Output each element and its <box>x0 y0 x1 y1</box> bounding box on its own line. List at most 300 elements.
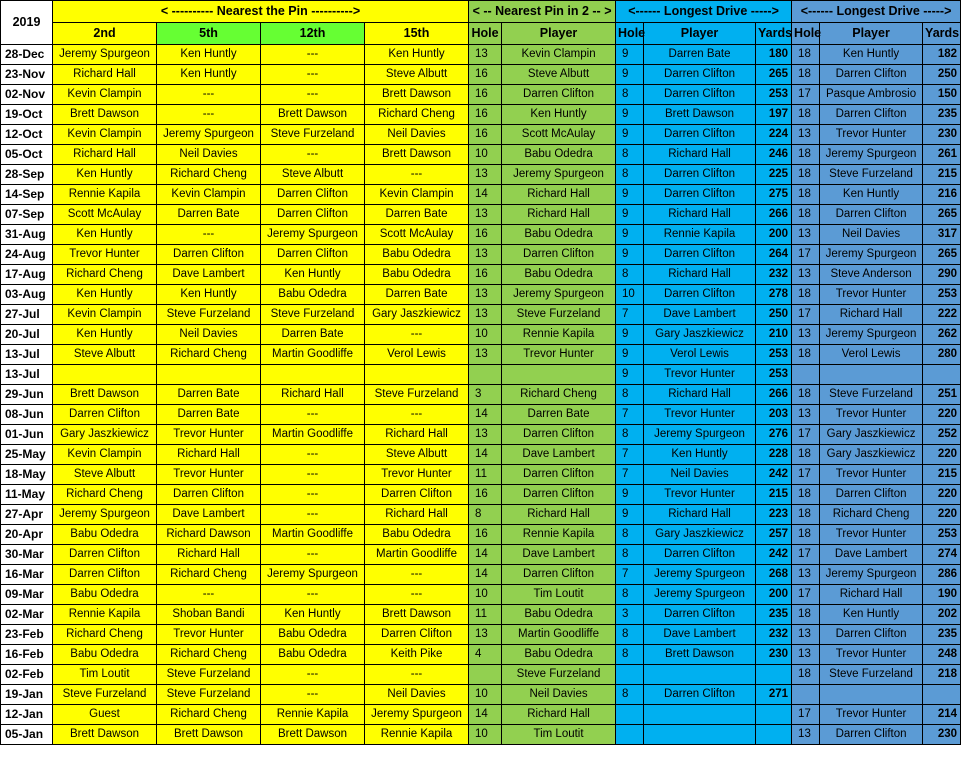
ld2-player-cell: Jeremy Spurgeon <box>820 245 923 265</box>
ld2-yards-cell: 214 <box>923 705 961 725</box>
np2-player-cell: Dave Lambert <box>502 445 616 465</box>
ld2-hole-cell: 13 <box>792 225 820 245</box>
ld2-hole-cell: 17 <box>792 425 820 445</box>
np2-player-cell: Darren Clifton <box>502 245 616 265</box>
np2-hole-cell: 16 <box>469 105 502 125</box>
np2-hole-cell: 14 <box>469 545 502 565</box>
ntp-5th-cell: Ken Huntly <box>157 45 261 65</box>
ld2-hole-cell: 13 <box>792 125 820 145</box>
ntp-12th-cell: Darren Clifton <box>261 205 365 225</box>
ld1-player-cell: Richard Hall <box>644 205 756 225</box>
ld2-player-cell: Gary Jaszkiewicz <box>820 425 923 445</box>
ntp-2nd-cell: Steve Albutt <box>53 345 157 365</box>
table-row <box>1 305 961 325</box>
ld1-hole-cell: 9 <box>616 125 644 145</box>
ld1-player-cell <box>644 665 756 685</box>
date-cell: 14-Sep <box>1 185 53 205</box>
ntp-12th-cell: Ken Huntly <box>261 265 365 285</box>
ntp-5th-cell: Darren Clifton <box>157 245 261 265</box>
ld2-player-cell: Trevor Hunter <box>820 405 923 425</box>
np2-hole-cell: 3 <box>469 385 502 405</box>
ntp-15th-cell: Brett Dawson <box>365 145 469 165</box>
ntp-12th-cell: Martin Goodliffe <box>261 345 365 365</box>
ld2-hole-cell: 18 <box>792 165 820 185</box>
ntp-15th-cell: Darren Clifton <box>365 625 469 645</box>
np2-player-cell: Richard Hall <box>502 185 616 205</box>
ld1-player-cell: Brett Dawson <box>644 105 756 125</box>
ntp-15th-cell: Verol Lewis <box>365 345 469 365</box>
ntp-5th-cell: Richard Cheng <box>157 165 261 185</box>
col-header-np2-player: Player <box>502 23 616 45</box>
ntp-5th-cell: Darren Clifton <box>157 485 261 505</box>
ld2-hole-cell: 17 <box>792 305 820 325</box>
ld2-yards-cell: 218 <box>923 665 961 685</box>
date-cell: 30-Mar <box>1 545 53 565</box>
ld2-yards-cell: 182 <box>923 45 961 65</box>
ld1-hole-cell: 8 <box>616 685 644 705</box>
ntp-5th-cell: Richard Hall <box>157 445 261 465</box>
table-row <box>1 625 961 645</box>
ld2-player-cell: Steve Anderson <box>820 265 923 285</box>
ld2-player-cell: Ken Huntly <box>820 605 923 625</box>
ntp-2nd-cell: Ken Huntly <box>53 285 157 305</box>
np2-player-cell: Tim Loutit <box>502 725 616 745</box>
ld1-hole-cell: 8 <box>616 585 644 605</box>
table-row <box>1 285 961 305</box>
table-row <box>1 65 961 85</box>
np2-player-cell: Steve Albutt <box>502 65 616 85</box>
table-row <box>1 145 961 165</box>
ld1-yards-cell: 271 <box>756 685 792 705</box>
ld2-yards-cell: 252 <box>923 425 961 445</box>
ld2-yards-cell: 265 <box>923 245 961 265</box>
table-row <box>1 485 961 505</box>
date-cell: 20-Jul <box>1 325 53 345</box>
ntp-2nd-cell: Richard Cheng <box>53 625 157 645</box>
ld2-yards-cell: 150 <box>923 85 961 105</box>
ld1-hole-cell: 9 <box>616 225 644 245</box>
ld2-hole-cell: 13 <box>792 265 820 285</box>
ntp-12th-cell: Jeremy Spurgeon <box>261 225 365 245</box>
ntp-15th-cell: --- <box>365 585 469 605</box>
np2-player-cell: Tim Loutit <box>502 585 616 605</box>
ld2-hole-cell: 18 <box>792 505 820 525</box>
ld2-hole-cell: 18 <box>792 665 820 685</box>
col-header-ld2-yards: Yards <box>923 23 961 45</box>
np2-player-cell: Trevor Hunter <box>502 345 616 365</box>
ld1-hole-cell: 9 <box>616 185 644 205</box>
ntp-15th-cell: Steve Albutt <box>365 65 469 85</box>
table-row <box>1 665 961 685</box>
ld2-hole-cell: 13 <box>792 405 820 425</box>
ld1-player-cell: Darren Clifton <box>644 605 756 625</box>
ld1-yards-cell: 230 <box>756 645 792 665</box>
np2-hole-cell: 11 <box>469 465 502 485</box>
date-cell: 20-Apr <box>1 525 53 545</box>
ld1-hole-cell: 8 <box>616 165 644 185</box>
np2-hole-cell: 13 <box>469 285 502 305</box>
ld2-player-cell: Jeremy Spurgeon <box>820 565 923 585</box>
ntp-15th-cell: Babu Odedra <box>365 525 469 545</box>
ntp-2nd-cell: Richard Hall <box>53 145 157 165</box>
ld2-player-cell: Steve Furzeland <box>820 385 923 405</box>
date-cell: 27-Apr <box>1 505 53 525</box>
table-row <box>1 565 961 585</box>
ntp-2nd-cell: Brett Dawson <box>53 385 157 405</box>
date-cell: 25-May <box>1 445 53 465</box>
ld2-player-cell: Darren Clifton <box>820 205 923 225</box>
ld2-hole-cell: 18 <box>792 285 820 305</box>
ld1-player-cell: Darren Clifton <box>644 285 756 305</box>
ntp-2nd-cell: Richard Cheng <box>53 265 157 285</box>
np2-hole-cell: 10 <box>469 725 502 745</box>
np2-player-cell: Darren Clifton <box>502 465 616 485</box>
np2-player-cell: Martin Goodliffe <box>502 625 616 645</box>
np2-player-cell: Rennie Kapila <box>502 325 616 345</box>
ntp-5th-cell: --- <box>157 85 261 105</box>
ntp-15th-cell: Steve Furzeland <box>365 385 469 405</box>
ld1-yards-cell: 266 <box>756 385 792 405</box>
ld1-hole-cell: 9 <box>616 105 644 125</box>
table-row <box>1 185 961 205</box>
ld2-yards-cell: 216 <box>923 185 961 205</box>
ld2-yards-cell: 262 <box>923 325 961 345</box>
ld1-yards-cell: 242 <box>756 465 792 485</box>
np2-player-cell: Rennie Kapila <box>502 525 616 545</box>
np2-hole-cell: 13 <box>469 305 502 325</box>
date-cell: 17-Aug <box>1 265 53 285</box>
ld1-hole-cell: 9 <box>616 245 644 265</box>
ld1-player-cell <box>644 725 756 745</box>
ntp-12th-cell: --- <box>261 685 365 705</box>
ld2-hole-cell: 18 <box>792 105 820 125</box>
table-row <box>1 125 961 145</box>
ntp-15th-cell: Kevin Clampin <box>365 185 469 205</box>
table-row <box>1 45 961 65</box>
ld1-player-cell: Neil Davies <box>644 465 756 485</box>
ntp-12th-cell: Jeremy Spurgeon <box>261 565 365 585</box>
date-cell: 16-Feb <box>1 645 53 665</box>
table-row <box>1 465 961 485</box>
date-cell: 03-Aug <box>1 285 53 305</box>
ntp-5th-cell: Richard Cheng <box>157 705 261 725</box>
ld1-hole-cell: 9 <box>616 45 644 65</box>
ld1-hole-cell: 9 <box>616 505 644 525</box>
col-header-np2-hole: Hole <box>469 23 502 45</box>
ld2-hole-cell: 18 <box>792 345 820 365</box>
ntp-2nd-cell: Kevin Clampin <box>53 85 157 105</box>
table-row <box>1 345 961 365</box>
date-cell: 02-Nov <box>1 85 53 105</box>
table-row <box>1 265 961 285</box>
ld1-player-cell: Ken Huntly <box>644 445 756 465</box>
ld2-hole-cell: 13 <box>792 725 820 745</box>
table-row <box>1 545 961 565</box>
ntp-12th-cell: --- <box>261 465 365 485</box>
date-cell: 12-Oct <box>1 125 53 145</box>
ntp-5th-cell: Neil Davies <box>157 145 261 165</box>
col-header-15th: 15th <box>365 23 469 45</box>
ld1-player-cell: Verol Lewis <box>644 345 756 365</box>
ld1-hole-cell: 8 <box>616 625 644 645</box>
ld2-hole-cell <box>792 365 820 385</box>
ld1-player-cell: Darren Clifton <box>644 685 756 705</box>
ntp-12th-cell: --- <box>261 65 365 85</box>
np2-player-cell: Darren Clifton <box>502 85 616 105</box>
ntp-15th-cell: Ken Huntly <box>365 45 469 65</box>
ld1-hole-cell: 8 <box>616 545 644 565</box>
ld1-player-cell: Darren Clifton <box>644 85 756 105</box>
ntp-5th-cell: Steve Furzeland <box>157 685 261 705</box>
ntp-5th-cell: Dave Lambert <box>157 505 261 525</box>
ld2-hole-cell: 17 <box>792 465 820 485</box>
ld2-player-cell: Trevor Hunter <box>820 705 923 725</box>
ld2-player-cell: Steve Furzeland <box>820 165 923 185</box>
ntp-2nd-cell: Babu Odedra <box>53 585 157 605</box>
np2-hole-cell: 10 <box>469 145 502 165</box>
ld1-yards-cell: 246 <box>756 145 792 165</box>
np2-hole-cell: 14 <box>469 185 502 205</box>
ld1-hole-cell: 9 <box>616 365 644 385</box>
ntp-5th-cell: Brett Dawson <box>157 725 261 745</box>
np2-hole-cell: 13 <box>469 45 502 65</box>
ld1-yards-cell: 210 <box>756 325 792 345</box>
ntp-2nd-cell: Gary Jaszkiewicz <box>53 425 157 445</box>
ld2-yards-cell: 274 <box>923 545 961 565</box>
ntp-5th-cell: Trevor Hunter <box>157 625 261 645</box>
ntp-2nd-cell: Brett Dawson <box>53 105 157 125</box>
ld2-yards-cell: 250 <box>923 65 961 85</box>
np2-hole-cell: 13 <box>469 425 502 445</box>
ld1-player-cell: Richard Hall <box>644 385 756 405</box>
date-cell: 02-Feb <box>1 665 53 685</box>
np2-player-cell: Kevin Clampin <box>502 45 616 65</box>
date-cell: 09-Mar <box>1 585 53 605</box>
ntp-2nd-cell: Scott McAulay <box>53 205 157 225</box>
ntp-15th-cell: Jeremy Spurgeon <box>365 705 469 725</box>
table-row <box>1 365 961 385</box>
ld1-yards-cell: 253 <box>756 85 792 105</box>
ld2-player-cell: Darren Clifton <box>820 485 923 505</box>
ntp-12th-cell: Darren Bate <box>261 325 365 345</box>
date-cell: 11-May <box>1 485 53 505</box>
ld1-hole-cell: 7 <box>616 445 644 465</box>
ld2-yards-cell: 222 <box>923 305 961 325</box>
ld2-yards-cell: 280 <box>923 345 961 365</box>
ntp-15th-cell: --- <box>365 165 469 185</box>
np2-hole-cell: 16 <box>469 225 502 245</box>
ld1-yards-cell: 276 <box>756 425 792 445</box>
ld1-yards-cell: 224 <box>756 125 792 145</box>
np2-hole-cell <box>469 665 502 685</box>
date-cell: 29-Jun <box>1 385 53 405</box>
date-cell: 16-Mar <box>1 565 53 585</box>
np2-hole-cell: 11 <box>469 605 502 625</box>
ld1-hole-cell <box>616 725 644 745</box>
ntp-2nd-cell: Babu Odedra <box>53 525 157 545</box>
ld1-player-cell: Trevor Hunter <box>644 365 756 385</box>
ld1-player-cell: Rennie Kapila <box>644 225 756 245</box>
ld1-hole-cell: 7 <box>616 465 644 485</box>
ntp-2nd-cell: Rennie Kapila <box>53 605 157 625</box>
ld1-hole-cell: 8 <box>616 85 644 105</box>
date-cell: 08-Jun <box>1 405 53 425</box>
np2-player-cell: Steve Furzeland <box>502 665 616 685</box>
ntp-2nd-cell: Guest <box>53 705 157 725</box>
date-cell: 02-Mar <box>1 605 53 625</box>
ld2-yards-cell: 215 <box>923 165 961 185</box>
ld2-hole-cell: 13 <box>792 645 820 665</box>
ld2-player-cell: Pasque Ambrosio <box>820 85 923 105</box>
ld2-player-cell: Richard Cheng <box>820 505 923 525</box>
ld2-player-cell: Darren Clifton <box>820 725 923 745</box>
ld1-yards-cell: 257 <box>756 525 792 545</box>
col-header-ld1-yards: Yards <box>756 23 792 45</box>
ntp-5th-cell: Dave Lambert <box>157 265 261 285</box>
ld2-yards-cell: 253 <box>923 285 961 305</box>
np2-hole-cell: 16 <box>469 125 502 145</box>
ld1-player-cell: Gary Jaszkiewicz <box>644 525 756 545</box>
longest-drive-2-group-header: <------ Longest Drive -----> <box>792 1 961 23</box>
np2-hole-cell: 14 <box>469 405 502 425</box>
ld1-player-cell: Darren Clifton <box>644 65 756 85</box>
ld2-player-cell <box>820 685 923 705</box>
ntp-12th-cell: --- <box>261 45 365 65</box>
np2-player-cell: Babu Odedra <box>502 145 616 165</box>
ntp-5th-cell: --- <box>157 585 261 605</box>
ld2-player-cell: Richard Hall <box>820 305 923 325</box>
ld1-player-cell: Jeremy Spurgeon <box>644 565 756 585</box>
np2-hole-cell: 10 <box>469 685 502 705</box>
ntp-2nd-cell: Ken Huntly <box>53 325 157 345</box>
np2-player-cell: Richard Hall <box>502 205 616 225</box>
ntp-2nd-cell: Jeremy Spurgeon <box>53 505 157 525</box>
ld2-hole-cell <box>792 685 820 705</box>
ntp-5th-cell: Richard Cheng <box>157 565 261 585</box>
ld1-yards-cell: 200 <box>756 225 792 245</box>
ld1-player-cell <box>644 705 756 725</box>
ld1-yards-cell <box>756 705 792 725</box>
ld2-yards-cell: 261 <box>923 145 961 165</box>
ntp-2nd-cell: Steve Furzeland <box>53 685 157 705</box>
date-cell: 13-Jul <box>1 345 53 365</box>
ntp-15th-cell <box>365 365 469 385</box>
np2-hole-cell: 13 <box>469 345 502 365</box>
ld1-hole-cell: 9 <box>616 65 644 85</box>
ld2-yards-cell: 220 <box>923 485 961 505</box>
table-row <box>1 645 961 665</box>
date-cell: 23-Feb <box>1 625 53 645</box>
ntp-12th-cell: Brett Dawson <box>261 725 365 745</box>
date-cell: 12-Jan <box>1 705 53 725</box>
ld1-hole-cell: 8 <box>616 645 644 665</box>
ntp-15th-cell: Steve Albutt <box>365 445 469 465</box>
ld2-hole-cell: 13 <box>792 325 820 345</box>
ld2-player-cell: Ken Huntly <box>820 45 923 65</box>
ld1-yards-cell: 266 <box>756 205 792 225</box>
np2-player-cell: Babu Odedra <box>502 645 616 665</box>
ld2-hole-cell: 17 <box>792 545 820 565</box>
ntp-2nd-cell: Richard Cheng <box>53 485 157 505</box>
ntp-12th-cell: Brett Dawson <box>261 105 365 125</box>
ld2-player-cell <box>820 365 923 385</box>
ld1-yards-cell: 200 <box>756 585 792 605</box>
table-row <box>1 685 961 705</box>
ntp-12th-cell: --- <box>261 585 365 605</box>
ntp-15th-cell: Rennie Kapila <box>365 725 469 745</box>
ld1-yards-cell: 250 <box>756 305 792 325</box>
ld2-yards-cell: 220 <box>923 405 961 425</box>
ld2-hole-cell: 18 <box>792 45 820 65</box>
ld2-hole-cell: 18 <box>792 525 820 545</box>
ld2-yards-cell: 235 <box>923 105 961 125</box>
ntp-15th-cell: Darren Clifton <box>365 485 469 505</box>
np2-player-cell: Neil Davies <box>502 685 616 705</box>
ntp-5th-cell: Trevor Hunter <box>157 465 261 485</box>
date-cell: 27-Jul <box>1 305 53 325</box>
ld2-player-cell: Trevor Hunter <box>820 525 923 545</box>
ld1-hole-cell: 9 <box>616 485 644 505</box>
ld1-player-cell: Trevor Hunter <box>644 405 756 425</box>
ld1-hole-cell: 8 <box>616 525 644 545</box>
ld2-player-cell: Richard Hall <box>820 585 923 605</box>
ntp-15th-cell: --- <box>365 565 469 585</box>
ld2-yards-cell: 248 <box>923 645 961 665</box>
ld2-yards-cell: 230 <box>923 725 961 745</box>
date-cell: 05-Jan <box>1 725 53 745</box>
nearest-pin-2-group-header: < -- Nearest Pin in 2 -- > <box>469 1 616 23</box>
np2-player-cell: Jeremy Spurgeon <box>502 285 616 305</box>
np2-hole-cell: 16 <box>469 265 502 285</box>
ntp-12th-cell: --- <box>261 665 365 685</box>
ld2-player-cell: Dave Lambert <box>820 545 923 565</box>
ntp-15th-cell: Brett Dawson <box>365 85 469 105</box>
ntp-5th-cell: Kevin Clampin <box>157 185 261 205</box>
table-row <box>1 705 961 725</box>
ntp-15th-cell: --- <box>365 325 469 345</box>
np2-hole-cell: 16 <box>469 525 502 545</box>
np2-player-cell: Darren Bate <box>502 405 616 425</box>
table-row <box>1 85 961 105</box>
table-row <box>1 605 961 625</box>
ld1-yards-cell: 265 <box>756 65 792 85</box>
ld2-player-cell: Trevor Hunter <box>820 125 923 145</box>
ntp-15th-cell: Gary Jaszkiewicz <box>365 305 469 325</box>
ld1-player-cell: Darren Clifton <box>644 245 756 265</box>
ntp-5th-cell: Neil Davies <box>157 325 261 345</box>
date-cell: 18-May <box>1 465 53 485</box>
ld1-hole-cell: 7 <box>616 565 644 585</box>
longest-drive-1-group-header: <------ Longest Drive -----> <box>616 1 792 23</box>
ntp-12th-cell: --- <box>261 145 365 165</box>
table-row <box>1 505 961 525</box>
ld2-player-cell: Darren Clifton <box>820 105 923 125</box>
ntp-15th-cell: Brett Dawson <box>365 605 469 625</box>
ld2-yards-cell: 235 <box>923 625 961 645</box>
ld2-yards-cell: 265 <box>923 205 961 225</box>
ntp-2nd-cell: Rennie Kapila <box>53 185 157 205</box>
ld1-hole-cell: 8 <box>616 385 644 405</box>
ld1-player-cell: Richard Hall <box>644 505 756 525</box>
date-cell: 28-Dec <box>1 45 53 65</box>
ld1-player-cell: Jeremy Spurgeon <box>644 425 756 445</box>
np2-hole-cell: 14 <box>469 705 502 725</box>
ntp-12th-cell: Babu Odedra <box>261 645 365 665</box>
ntp-2nd-cell: Brett Dawson <box>53 725 157 745</box>
ntp-12th-cell: Ken Huntly <box>261 605 365 625</box>
ntp-12th-cell: Darren Clifton <box>261 185 365 205</box>
np2-player-cell <box>502 365 616 385</box>
